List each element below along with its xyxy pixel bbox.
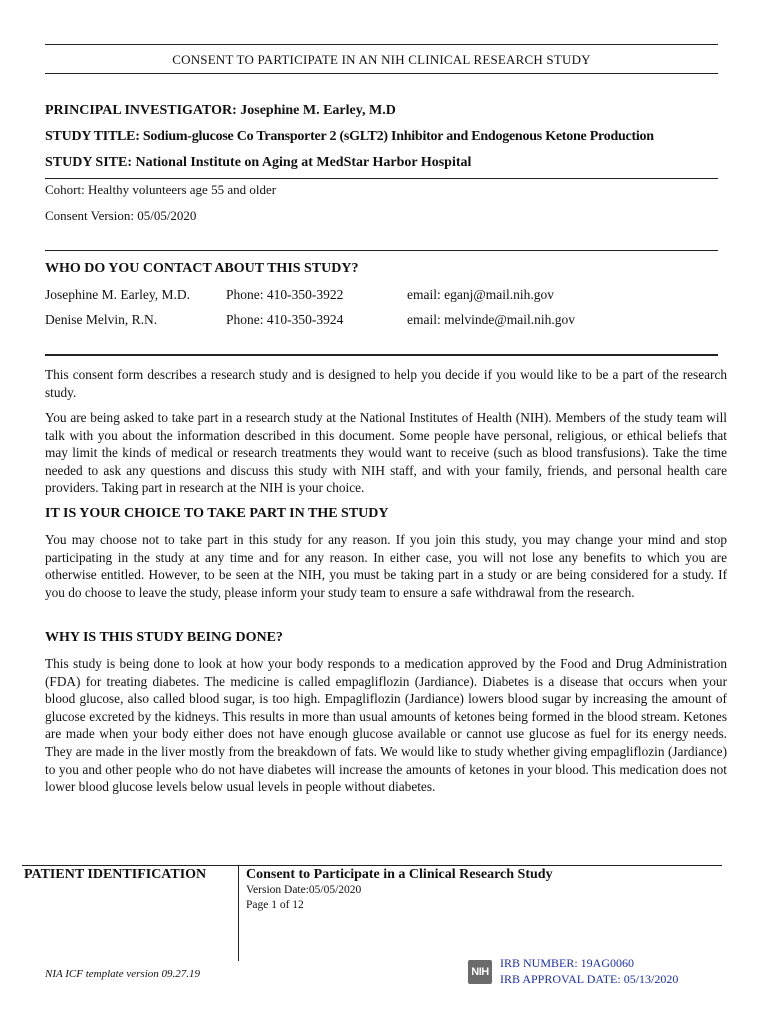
irb-number: IRB NUMBER: 19AG0060	[500, 956, 635, 970]
contact-heading: WHO DO YOU CONTACT ABOUT THIS STUDY?	[45, 261, 359, 276]
contact-phone: Phone: 410-350-3922	[226, 287, 344, 302]
intro-paragraph-2: You are being asked to take part in a research study at the National Institutes of Health (NIH). Members of the study team will talk with you about the information described in this document. Some people have personal, religious, or ethical beliefs that may limit the kinds of medical or research treatments they would want to receive (such as blood transfusions). Take the time needed to ask any questions and discuss this study with NIH staff, and with your family, friends, and personal health care providers. Taking part in research at the NIH is your choice.	[45, 410, 727, 496]
footer-divider	[238, 865, 239, 961]
site-rule	[45, 178, 718, 179]
footer-form-title: Consent to Participate in a Clinical Research Study	[246, 867, 553, 882]
patient-identification: PATIENT IDENTIFICATION	[24, 867, 207, 882]
consent-version: Consent Version: 05/05/2020	[45, 208, 197, 223]
contact-top-rule	[45, 250, 718, 251]
consent-title: CONSENT TO PARTICIPATE IN AN NIH CLINICAL RESEARCH STUDY	[172, 52, 591, 67]
contact-email[interactable]: email: eganj@mail.nih.gov	[407, 287, 555, 302]
choice-paragraph: You may choose not to take part in this study for any reason. If you join this study, you may change your mind and stop participating in the study at any time and for any reason. In either case, you will not lose any benefits to which you are otherwise entitled. However, to be seen at the NIH, you must be taking part in a study or are being considered for a study. If you do choose to leave the study, please inform your study team to ensure a safe withdrawal from the research.	[45, 532, 727, 600]
nih-logo-icon: NIH	[468, 960, 492, 984]
template-version: NIA ICF template version 09.27.19	[45, 968, 200, 980]
irb-approval-date: IRB APPROVAL DATE: 05/13/2020	[500, 972, 679, 986]
contact-name: Denise Melvin, R.N.	[45, 312, 158, 327]
title-rule	[45, 73, 718, 74]
choice-heading: IT IS YOUR CHOICE TO TAKE PART IN THE STUDY	[45, 506, 389, 521]
top-rule	[45, 44, 718, 45]
study-site: STUDY SITE: National Institute on Aging at MedStar Harbor Hospital	[45, 155, 472, 170]
study-title: STUDY TITLE: Sodium-glucose Co Transporter 2 (sGLT2) Inhibitor and Endogenous Ketone Production	[45, 129, 654, 144]
contact-bottom-rule	[45, 354, 718, 356]
footer-rule	[22, 865, 722, 866]
why-heading: WHY IS THIS STUDY BEING DONE?	[45, 630, 283, 645]
contact-email[interactable]: email: melvinde@mail.nih.gov	[407, 312, 576, 327]
principal-investigator: PRINCIPAL INVESTIGATOR: Josephine M. Earley, M.D	[45, 103, 396, 118]
footer-page-number: Page 1 of 12	[246, 899, 304, 911]
contact-name: Josephine M. Earley, M.D.	[45, 287, 190, 302]
intro-paragraph: This consent form describes a research study and is designed to help you decide if you would like to be a part of the research study.	[45, 367, 727, 400]
contact-phone: Phone: 410-350-3924	[226, 312, 344, 327]
footer-version-date: Version Date:05/05/2020	[246, 884, 362, 896]
why-paragraph: This study is being done to look at how your body responds to a medication approved by the Food and Drug Administration (FDA) for treating diabetes. The medicine is called empagliflozin (Jardiance). Diabetes is a disease that occurs when your blood glucose, also called blood sugar, is too high. Empagliflozin (Jardiance) lowers blood sugar by increasing the amount of glucose excreted by the kidneys. This results in more than usual amounts of ketones being formed in the blood stream. Ketones are made when your body either does not have enough glucose available or cannot use glucose as fuel for its energy needs. They are made in the liver mostly from the breakdown of fats. We would like to study whether giving empagliflozin (Jardiance) to you and other people who do not have diabetes will increase the amounts of ketones in your blood. This medication does not lower blood glucose levels below usual levels in people without diabetes.	[45, 656, 727, 795]
cohort: Cohort: Healthy volunteers age 55 and older	[45, 182, 277, 197]
